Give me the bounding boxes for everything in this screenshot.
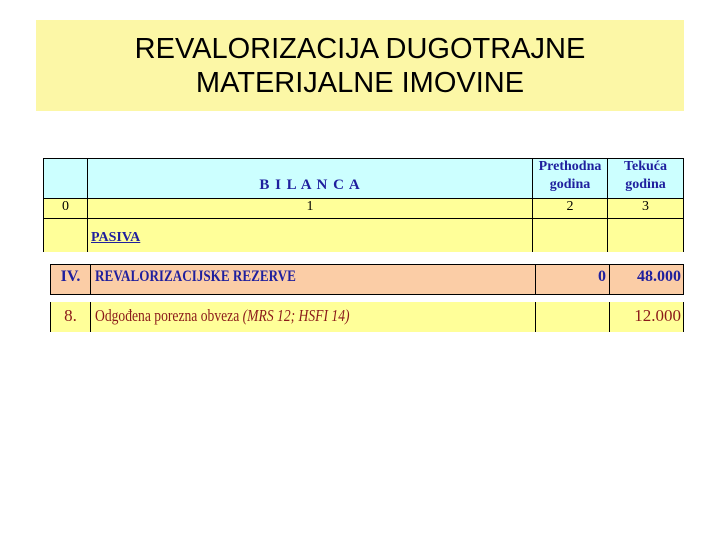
prev-year-header-line1: Prethodna [538,159,602,174]
slide-title [36,20,684,111]
prev-year-header [533,158,607,194]
col-number-0: 0 [62,199,69,214]
col-border-4 [683,158,684,252]
col-number-1: 1 [306,199,314,214]
row-border-b [90,302,91,332]
col-number-3: 3 [642,199,649,214]
row-bottom-border [50,294,684,295]
number-row-bottom-border [43,218,684,219]
row-number: IV. [60,268,81,285]
prev-year-header-line2: godina [549,177,591,192]
pasiva-label: PASIVA [91,230,141,245]
curr-year-header [608,158,683,194]
row-label-italic: (MRS 12; HSFI 14) [242,306,350,325]
title-line-1: REVALORIZACIJA DUGOTRAJNE [134,32,586,65]
row-label-plain: Odgođena porezna obveza [95,306,243,325]
row-curr-value: 48.000 [637,268,681,285]
row-label [95,306,350,326]
row-border-c [535,302,536,332]
curr-year-header-line2: godina [625,177,666,192]
col-number-2: 2 [566,199,574,214]
title-line-2: MATERIJALNE IMOVINE [195,66,525,99]
row-number: 8. [64,306,77,325]
row-border-e [683,302,684,332]
row-label: REVALORIZACIJSKE REZERVE [95,268,296,285]
row-border-b [90,264,91,295]
bilanca-header: B I L A N C A [259,177,361,193]
curr-year-header-line1: Tekuća [623,159,668,174]
row-curr-value: 12.000 [634,306,681,325]
row-border-e [683,264,684,295]
row-prev-value: 0 [598,268,606,285]
row-top-border [50,264,684,265]
